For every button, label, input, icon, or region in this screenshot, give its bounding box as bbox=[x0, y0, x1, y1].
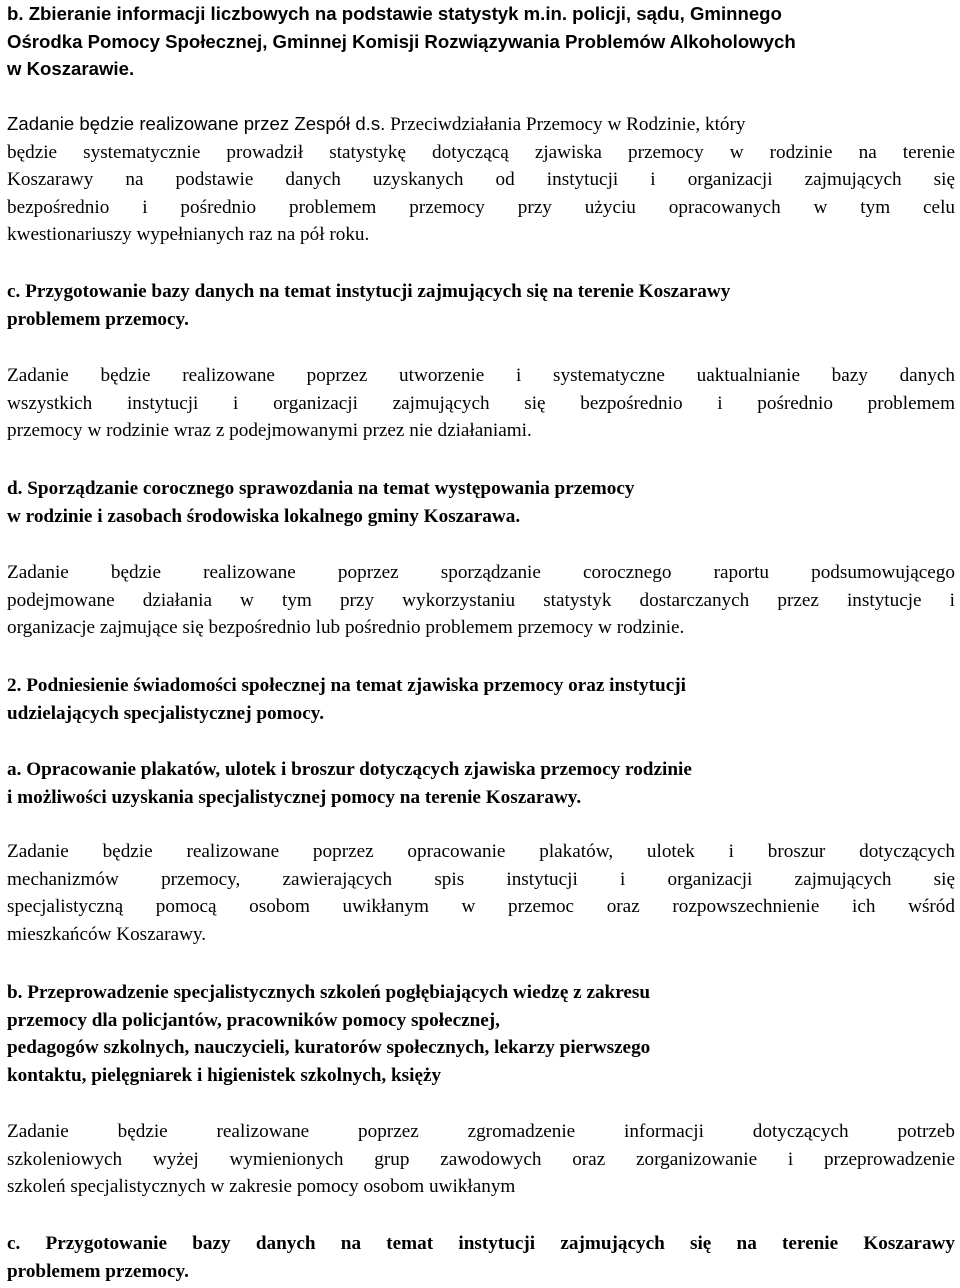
heading-line: c. Przygotowanie bazy danych na temat instytucji zajmujących się na terenie Koszarawy bbox=[7, 281, 731, 302]
heading-line: b. Zbieranie informacji liczbowych na podstawie statystyk m.in. policji, sądu, Gminnego bbox=[7, 3, 782, 24]
section-a-heading bbox=[7, 756, 955, 811]
heading-line: b. Przeprowadzenie specjalistycznych szkoleń pogłębiających wiedzę z zakresu bbox=[7, 982, 651, 1003]
section-c-heading bbox=[7, 278, 955, 333]
section-c2-heading bbox=[7, 1230, 955, 1285]
heading-line: problemem przemocy. bbox=[7, 1260, 189, 1282]
paragraph-line: wszystkich instytucji i organizacji zajmujących się bezpośrednio i pośrednio problemem bbox=[7, 392, 955, 414]
section-b2-paragraph bbox=[7, 1118, 955, 1201]
heading-line: 2. Podniesienie świadomości społecznej na temat zjawiska przemocy oraz instytucji bbox=[7, 675, 686, 696]
heading-line: i możliwości uzyskania specjalistycznej pomocy na terenie Koszarawy. bbox=[7, 786, 582, 808]
paragraph-lead-continuation: Przeciwdziałania Przemocy w Rodzinie, który bbox=[385, 114, 746, 135]
heading-line: przemocy dla policjantów, pracowników pomocy społecznej, bbox=[7, 1009, 500, 1031]
section-d-paragraph bbox=[7, 559, 955, 642]
heading-line: pedagogów szkolnych, nauczycieli, kuratorów społecznych, lekarzy pierwszego bbox=[7, 1037, 651, 1059]
heading-line: w Koszarawie. bbox=[7, 58, 135, 80]
heading-line: kontaktu, pielęgniarek i higienistek szkolnych, księży bbox=[7, 1064, 442, 1086]
section-b2-heading bbox=[7, 979, 955, 1089]
paragraph-line: szkoleń specjalistycznych w zakresie pomocy osobom uwikłanym bbox=[7, 1176, 516, 1198]
paragraph-line: mieszkańców Koszarawy. bbox=[7, 923, 207, 945]
paragraph-line: Zadanie będzie realizowane poprzez opracowanie plakatów, ulotek i broszur dotyczących bbox=[7, 841, 955, 862]
paragraph-line: będzie systematycznie prowadził statystykę dotyczącą zjawiska przemocy w rodzinie na terenie bbox=[7, 141, 955, 163]
heading-line: udzielających specjalistycznej pomocy. bbox=[7, 702, 325, 724]
paragraph-line: Zadanie będzie realizowane poprzez sporządzanie corocznego raportu podsumowującego bbox=[7, 562, 955, 583]
section-c-paragraph bbox=[7, 362, 955, 445]
paragraph-line: podejmowane działania w tym przy wykorzystaniu statystyk dostarczanych przez instytucje i bbox=[7, 589, 955, 611]
paragraph-line: Zadanie będzie realizowane poprzez zgromadzenie informacji dotyczących potrzeb bbox=[7, 1121, 955, 1142]
heading-line: c. Przygotowanie bazy danych na temat instytucji zajmujących się na terenie Koszarawy bbox=[7, 1233, 955, 1254]
paragraph-line: przemocy w rodzinie wraz z podejmowanymi przez nie działaniami. bbox=[7, 420, 532, 442]
paragraph-line: szkoleniowych wyżej wymienionych grup zawodowych oraz zorganizowanie i przeprowadzenie bbox=[7, 1148, 955, 1170]
section-d-heading bbox=[7, 475, 955, 530]
paragraph-line: kwestionariuszy wypełnianych raz na pół roku. bbox=[7, 224, 370, 246]
section-a-paragraph bbox=[7, 838, 955, 948]
section-b-heading bbox=[7, 0, 955, 83]
heading-line: Ośrodka Pomocy Społecznej, Gminnej Komisji Rozwiązywania Problemów Alkoholowych bbox=[7, 30, 796, 52]
paragraph-line: mechanizmów przemocy, zawierających spis instytucji i organizacji zajmujących się bbox=[7, 868, 955, 890]
heading-line: w rodzinie i zasobach środowiska lokalnego gminy Koszarawa. bbox=[7, 505, 521, 527]
section-b-paragraph bbox=[7, 110, 955, 249]
paragraph-line: bezpośrednio i pośrednio problemem przemocy przy użyciu opracowanych w tym celu bbox=[7, 196, 955, 218]
paragraph-line: specjalistyczną pomocą osobom uwikłanym w przemoc oraz rozpowszechnienie ich wśród bbox=[7, 896, 955, 918]
heading-line: d. Sporządzanie corocznego sprawozdania na temat występowania przemocy bbox=[7, 478, 635, 499]
section-2-heading bbox=[7, 672, 955, 727]
paragraph-first-line bbox=[7, 110, 955, 139]
heading-line: a. Opracowanie plakatów, ulotek i broszur dotyczących zjawiska przemocy rodzinie bbox=[7, 759, 692, 780]
heading-line: problemem przemocy. bbox=[7, 308, 189, 330]
paragraph-line: organizacje zajmujące się bezpośrednio lub pośrednio problemem przemocy w rodzinie. bbox=[7, 617, 685, 639]
paragraph-line: Zadanie będzie realizowane poprzez utworzenie i systematyczne uaktualnianie bazy danych bbox=[7, 365, 955, 386]
paragraph-lead-text: Zadanie będzie realizowane przez Zespół d.s. bbox=[7, 113, 386, 134]
paragraph-line: Koszarawy na podstawie danych uzyskanych od instytucji i organizacji zajmujących się bbox=[7, 169, 955, 191]
